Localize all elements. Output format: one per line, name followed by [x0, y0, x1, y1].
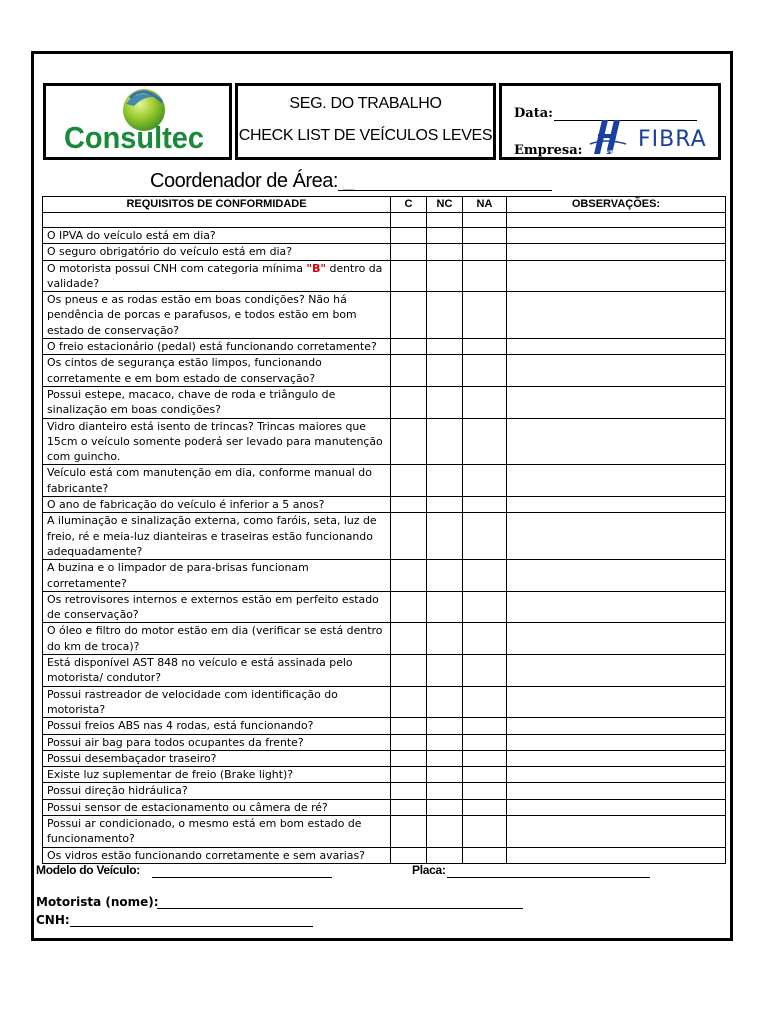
- na-cell[interactable]: [463, 228, 507, 244]
- requirement-fragment: Possui rastreador de velocidade com identificação do motorista?: [47, 687, 338, 716]
- na-cell[interactable]: [463, 560, 507, 592]
- requirement-text: [43, 513, 391, 560]
- nc-cell[interactable]: [427, 355, 463, 387]
- observation-cell[interactable]: [507, 386, 726, 418]
- document-title: CHECK LIST DE VEÍCULOS LEVES: [238, 127, 493, 144]
- consultec-logo: [46, 86, 229, 157]
- nc-cell[interactable]: [427, 497, 463, 513]
- checklist-row: [43, 734, 726, 750]
- date-label: Data:: [514, 106, 553, 121]
- na-cell[interactable]: [463, 799, 507, 815]
- observation-cell[interactable]: [507, 418, 726, 465]
- c-cell[interactable]: [391, 339, 427, 355]
- nc-cell[interactable]: [427, 623, 463, 655]
- checklist-row: [43, 244, 726, 260]
- nc-cell[interactable]: [427, 560, 463, 592]
- requirement-text: [43, 591, 391, 623]
- checklist-row: [43, 591, 726, 623]
- requirement-fragment: Possui direção hidráulica?: [47, 784, 188, 798]
- na-cell[interactable]: [463, 750, 507, 766]
- nc-cell[interactable]: [427, 339, 463, 355]
- na-cell[interactable]: [463, 734, 507, 750]
- checklist-row: [43, 513, 726, 560]
- nc-cell[interactable]: [427, 750, 463, 766]
- requirement-text: [43, 655, 391, 687]
- blank-row: [43, 213, 726, 228]
- requirement-fragment: Possui sensor de estacionamento ou câmera de ré?: [47, 800, 328, 814]
- c-cell[interactable]: [391, 847, 427, 863]
- checklist-row: [43, 497, 726, 513]
- requirement-text: [43, 718, 391, 734]
- c-cell[interactable]: [391, 260, 427, 292]
- requirement-text: [43, 750, 391, 766]
- c-cell[interactable]: [391, 767, 427, 783]
- observation-cell[interactable]: [507, 750, 726, 766]
- na-cell[interactable]: [463, 623, 507, 655]
- vehicle-model-label: Modelo do Veículo:: [36, 863, 140, 877]
- nc-cell[interactable]: [427, 591, 463, 623]
- checklist-row: [43, 386, 726, 418]
- observation-cell[interactable]: [507, 355, 726, 387]
- requirement-fragment: dentro da validade?: [47, 261, 383, 290]
- checklist-row: [43, 847, 726, 863]
- nc-cell[interactable]: [427, 418, 463, 465]
- c-cell[interactable]: [391, 560, 427, 592]
- requirement-text: [43, 244, 391, 260]
- section-title: SEG. DO TRABALHO: [289, 95, 442, 112]
- c-cell[interactable]: [391, 244, 427, 260]
- requirement-fragment: Está disponível AST 848 no veículo e está assinada pelo motorista/ condutor?: [47, 656, 353, 685]
- nc-cell[interactable]: [427, 292, 463, 339]
- driver-label: Motorista (nome):: [36, 895, 159, 909]
- requirement-fragment: O motorista possui CNH com categoria mínima: [47, 261, 307, 275]
- requirement-fragment: O seguro obrigatório do veículo está em dia?: [47, 245, 293, 259]
- observation-cell[interactable]: [507, 718, 726, 734]
- na-cell[interactable]: [463, 465, 507, 497]
- requirement-fragment: Possui air bag para todos ocupantes da frente?: [47, 735, 304, 749]
- title-box: [235, 83, 496, 160]
- observation-cell[interactable]: [507, 686, 726, 718]
- na-cell[interactable]: [463, 686, 507, 718]
- requirement-text: [43, 623, 391, 655]
- checklist-row: [43, 465, 726, 497]
- c-cell[interactable]: [391, 799, 427, 815]
- na-cell[interactable]: [463, 513, 507, 560]
- na-cell[interactable]: [463, 386, 507, 418]
- observation-cell[interactable]: [507, 591, 726, 623]
- requirement-fragment: O freio estacionário (pedal) está funcionando corretamente?: [47, 340, 377, 354]
- na-cell[interactable]: [463, 847, 507, 863]
- na-cell[interactable]: [463, 655, 507, 687]
- net-mark-text: NET: [600, 150, 614, 157]
- c-cell[interactable]: [391, 292, 427, 339]
- c-cell[interactable]: [391, 228, 427, 244]
- requirement-text: [43, 686, 391, 718]
- requirement-fragment: Os retrovisores internos e externos estão em perfeito estado de conservação?: [47, 592, 379, 622]
- requirement-fragment: A iluminação e sinalização externa, como faróis, seta, luz de freio, ré e meia-luz dianteiras e traseiras estão funcionando adequadamente?: [47, 514, 377, 558]
- fibra-text: FIBRA: [638, 127, 707, 152]
- c-cell[interactable]: [391, 815, 427, 847]
- na-cell[interactable]: [463, 355, 507, 387]
- requirement-fragment: O ano de fabricação do veículo é inferior a 5 anos?: [47, 498, 325, 512]
- nc-cell[interactable]: [427, 734, 463, 750]
- requirement-fragment: Possui estepe, macaco, chave de roda e triângulo de sinalização em boas condições?: [47, 387, 336, 417]
- requirement-text: [43, 465, 391, 497]
- nc-cell[interactable]: [427, 244, 463, 260]
- requirement-text: [43, 734, 391, 750]
- c-cell[interactable]: [391, 386, 427, 418]
- na-cell[interactable]: [463, 783, 507, 799]
- checklist-row: [43, 783, 726, 799]
- checklist-row: [43, 799, 726, 815]
- observation-cell[interactable]: [507, 767, 726, 783]
- checklist-row: [43, 260, 726, 292]
- requirement-fragment: Vidro dianteiro está isento de trincas? Trincas maiores que 15cm o veículo somente poderá ser levado para manutenção com guincho.: [47, 419, 383, 464]
- c-cell[interactable]: [391, 355, 427, 387]
- c-cell[interactable]: [391, 418, 427, 465]
- na-cell[interactable]: [463, 497, 507, 513]
- checklist-row: [43, 718, 726, 734]
- observation-cell[interactable]: [507, 292, 726, 339]
- requirement-fragment: Os cintos de segurança estão limpos, funcionando corretamente e em bom estado de conservação?: [47, 356, 322, 385]
- requirement-text: [43, 560, 391, 592]
- c-cell[interactable]: [391, 718, 427, 734]
- observation-cell[interactable]: [507, 339, 726, 355]
- requirement-fragment: O IPVA do veículo está em dia?: [47, 229, 216, 242]
- na-cell[interactable]: [463, 292, 507, 339]
- requirement-fragment: O óleo e filtro do motor estão em dia (verificar se está dentro do km de troca)?: [47, 624, 383, 653]
- observation-cell[interactable]: [507, 228, 726, 244]
- requirement-text: [43, 292, 391, 339]
- logo-text: Consultec: [64, 120, 204, 155]
- checklist-row: [43, 355, 726, 387]
- nc-cell[interactable]: [427, 783, 463, 799]
- c-cell[interactable]: [391, 655, 427, 687]
- nc-cell[interactable]: [427, 260, 463, 292]
- observation-cell[interactable]: [507, 655, 726, 687]
- c-header: C: [391, 197, 427, 213]
- checklist-row: [43, 815, 726, 847]
- requirement-text: [43, 355, 391, 387]
- requirement-text: [43, 339, 391, 355]
- coordinator-label: Coordenador de Área: _: [150, 170, 354, 192]
- requirement-text: [43, 228, 391, 244]
- checklist-row: [43, 750, 726, 766]
- checklist-row: [43, 228, 726, 244]
- c-cell[interactable]: [391, 513, 427, 560]
- requirement-text: [43, 799, 391, 815]
- nc-cell[interactable]: [427, 767, 463, 783]
- na-cell[interactable]: [463, 815, 507, 847]
- nc-cell[interactable]: [427, 686, 463, 718]
- observation-cell[interactable]: [507, 783, 726, 799]
- requirement-text: [43, 497, 391, 513]
- requirement-fragment: A buzina e o limpador de para-brisas funcionam corretamente?: [47, 561, 309, 590]
- highlighted-category: "B": [306, 261, 327, 275]
- nc-cell[interactable]: [427, 228, 463, 244]
- c-cell[interactable]: [391, 750, 427, 766]
- requirement-fragment: Veículo está com manutenção em dia, conforme manual do fabricante?: [47, 466, 372, 495]
- requirement-text: [43, 418, 391, 465]
- na-cell[interactable]: [463, 591, 507, 623]
- nc-cell[interactable]: [427, 799, 463, 815]
- requirement-text: [43, 783, 391, 799]
- nc-header: NC: [427, 197, 463, 213]
- checklist-row: [43, 767, 726, 783]
- checklist-row: [43, 623, 726, 655]
- observation-cell[interactable]: [507, 497, 726, 513]
- na-cell[interactable]: [463, 767, 507, 783]
- logo-box: [43, 83, 232, 160]
- coordinator-field[interactable]: [338, 190, 552, 191]
- observation-cell[interactable]: [507, 465, 726, 497]
- requirement-fragment: Os pneus e as rodas estão em boas condições? Não há pendência de porcas e parafusos, e todos estão em bom estado de conservação?: [47, 293, 357, 337]
- c-cell[interactable]: [391, 734, 427, 750]
- nc-cell[interactable]: [427, 513, 463, 560]
- c-cell[interactable]: [391, 686, 427, 718]
- nc-cell[interactable]: [427, 815, 463, 847]
- observation-cell[interactable]: [507, 513, 726, 560]
- observation-cell[interactable]: [507, 734, 726, 750]
- c-cell[interactable]: [391, 783, 427, 799]
- requirement-text: [43, 260, 391, 292]
- observation-cell[interactable]: [507, 623, 726, 655]
- checklist-row: [43, 339, 726, 355]
- cnh-label: CNH:: [36, 913, 70, 927]
- c-cell[interactable]: [391, 497, 427, 513]
- checklist-row: [43, 292, 726, 339]
- nc-cell[interactable]: [427, 386, 463, 418]
- nc-cell[interactable]: [427, 465, 463, 497]
- requirement-text: [43, 815, 391, 847]
- requirement-text: [43, 767, 391, 783]
- checklist-row: [43, 686, 726, 718]
- nc-cell[interactable]: [427, 847, 463, 863]
- requirement-fragment: Os vidros estão funcionando corretamente e sem avarias?: [47, 848, 365, 862]
- na-cell[interactable]: [463, 244, 507, 260]
- company-label: Empresa:: [514, 143, 583, 158]
- nc-cell[interactable]: [427, 655, 463, 687]
- observation-cell[interactable]: [507, 815, 726, 847]
- requirement-fragment: Possui desembaçador traseiro?: [47, 751, 217, 765]
- observation-cell[interactable]: [507, 560, 726, 592]
- requirement-text: [43, 386, 391, 418]
- requirement-fragment: Possui ar condicionado, o mesmo está em bom estado de funcionamento?: [47, 816, 362, 846]
- fibra-logo: [586, 114, 716, 158]
- c-cell[interactable]: [391, 623, 427, 655]
- form-header: [43, 83, 721, 160]
- requirement-text: [43, 847, 391, 863]
- observations-header: OBSERVAÇÕES:: [507, 197, 726, 213]
- requirement-fragment: Existe luz suplementar de freio (Brake light)?: [47, 768, 293, 782]
- nc-cell[interactable]: [427, 718, 463, 734]
- checklist-row: [43, 655, 726, 687]
- checklist-row: [43, 418, 726, 465]
- c-cell[interactable]: [391, 591, 427, 623]
- na-cell[interactable]: [463, 718, 507, 734]
- checklist-row: [43, 560, 726, 592]
- requirements-header: REQUISITOS DE CONFORMIDADE: [43, 197, 391, 213]
- observation-cell[interactable]: [507, 799, 726, 815]
- observation-cell[interactable]: [507, 847, 726, 863]
- plate-label: Placa:: [412, 863, 446, 877]
- info-box: [499, 83, 721, 160]
- na-cell[interactable]: [463, 339, 507, 355]
- na-cell[interactable]: [463, 418, 507, 465]
- observation-cell[interactable]: [507, 244, 726, 260]
- requirement-fragment: Possui freios ABS nas 4 rodas, está funcionando?: [47, 719, 314, 733]
- na-cell[interactable]: [463, 260, 507, 292]
- observation-cell[interactable]: [507, 260, 726, 292]
- c-cell[interactable]: [391, 465, 427, 497]
- checklist-table: [42, 196, 725, 864]
- na-header: NA: [463, 197, 507, 213]
